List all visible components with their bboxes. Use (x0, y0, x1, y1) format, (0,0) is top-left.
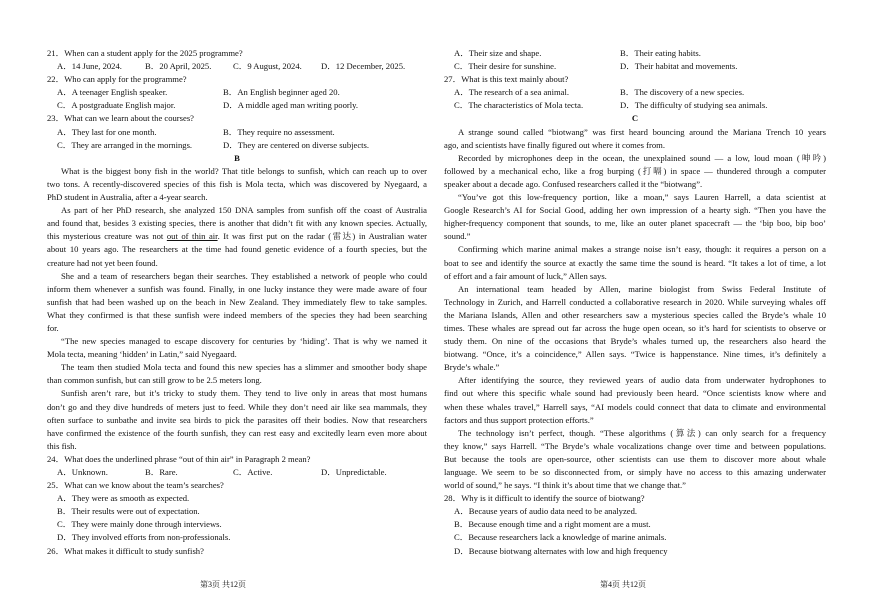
passage-line: The team then studied Mola tecta and found this new species has a slimmer and smoother body shape (61, 362, 427, 373)
passage-line: times. These whales are spread out far across the huge open ocean, so it’s hard for scientists to observe or (444, 322, 826, 333)
passage-b (47, 165, 427, 453)
passage-line: they know,” says Harrell. “The Bryde’s whale vocalizations change over time and between populations. (444, 440, 826, 451)
option[interactable]: C．They were mainly done through interviews. (57, 519, 222, 530)
question-26-stem: 26．What makes it difficult to study sunfish? (47, 545, 204, 556)
passage-line: As part of her PhD research, she analyzed 150 DNA samples from sunfish off the coast of Australia (61, 205, 427, 216)
option[interactable]: B．Because enough time and a right moment are a must. (454, 519, 651, 530)
passage-line: world of sound,” he says. “I think it’s about time that we change that.” (444, 480, 686, 491)
option[interactable]: D．The difficulty of studying sea animals. (620, 100, 768, 111)
question-22-options (47, 99, 427, 112)
section-heading: C (631, 113, 639, 124)
question-27-stem: 27．What is this text mainly about? (444, 74, 569, 85)
question-21-options (47, 60, 427, 73)
passage-line: this mysterious creature was not out of thin air. It was first put on the radar (雷达) in Australian water (47, 231, 427, 242)
passage-line: two tons. A recently-discovered species of this fish is Mola tecta, which was discovered by Nyegaard, a (47, 178, 427, 189)
passage-line: study them. On nine of the occasions that Bryde’s whales turned up, the researchers also heard the (444, 336, 826, 347)
passage-line: about 10 years ago. The researchers at the time had found genetic evidence of a fourth species, but the (47, 244, 427, 255)
option[interactable]: D．12 December, 2025. (321, 61, 406, 72)
option[interactable]: D．A middle aged man writing poorly. (223, 100, 359, 111)
passage-line: for. (47, 322, 59, 333)
passage-line: An international team headed by Allen, marine biologist from Swiss Federal Institute of (458, 283, 826, 294)
passage-line: speaker about a decade ago. Confused researchers called it the “biotwang”. (444, 178, 703, 189)
option[interactable]: A．A teenager English speaker. (57, 87, 168, 98)
passage-line: But because the tools are open-source, other scientists can use them to discover more about whale (444, 453, 826, 464)
passage-line: factors and thus support protection efforts.” (444, 414, 594, 425)
question-22-options (47, 86, 427, 99)
passage-line: when these whales travel,” Harrell says, “AI models could connect that data to climate and environmental (444, 401, 826, 412)
option[interactable]: B．20 April, 2025. (145, 61, 212, 72)
passage-line: ago, and scientists have finally figured out where it comes from. (444, 139, 665, 150)
option[interactable]: C．Because researchers lack a knowledge of marine animals. (454, 532, 667, 543)
option[interactable]: A．Unknown. (57, 467, 108, 477)
option[interactable]: D．They involved efforts from non-professionals. (57, 532, 231, 543)
passage-line: language. We seem to be so disconnected from, or simply have no access to this amazing underwater (444, 467, 826, 477)
passage-line: What is the biggest bony fish in the world? That title belongs to sunfish, which can reach up to over (61, 165, 427, 176)
passage-line: The technology isn’t perfect, though. “These algorithms (算法) can only search for a frequency (458, 427, 826, 438)
passage-line: sunfish that had been washed up on the beach in New Zealand. They immediately flew to take samples. (47, 296, 427, 307)
passage-line: biotwang. “Once, it’s a coincidence,” Allen says. “Twice is happenstance. Nine times, it’s definitely a (444, 349, 826, 360)
option[interactable]: C．Active. (233, 467, 273, 477)
passage-line: the Mariana Islands, Allen and other researchers saw a mysterious species called the Bryde’s whale 10 (444, 309, 826, 320)
passage-line: Technology in Zurich, and Harrell conducted a collaborative research in 2020. While surveying whales off (444, 296, 826, 307)
option[interactable]: A．They were as smooth as expected. (57, 493, 190, 504)
option[interactable]: C．They are arranged in the mornings. (57, 139, 193, 150)
passage-c (444, 126, 826, 493)
option[interactable]: C．Their desire for sunshine. (454, 61, 557, 72)
option[interactable]: A．The research of a sea animal. (454, 87, 570, 98)
option[interactable]: B．Their results were out of expectation. (57, 506, 200, 517)
passage-line: Confirming which marine animal makes a strange noise isn’t easy, though: it requires a person on a (458, 244, 826, 255)
option[interactable]: D．Their habitat and movements. (620, 61, 738, 72)
question-24-stem: 24．What does the underlined phrase “out of thin air” in Paragraph 2 mean? (47, 453, 311, 464)
underlined-phrase: out of thin air (166, 231, 218, 242)
option[interactable]: D．They are centered on diverse subjects. (223, 139, 370, 150)
section-heading: B (234, 152, 240, 163)
question-23-options (47, 126, 427, 139)
option[interactable]: B．An English beginner aged 20. (223, 87, 340, 98)
passage-line: A strange sound called “biotwang” was first heard bouncing around the Mariana Trench 10 years (458, 126, 826, 137)
question-23-options (47, 139, 427, 152)
option[interactable]: A．Because years of audio data need to be analyzed. (454, 506, 638, 517)
passage-line: and found that, besides 3 existing species, there is another that didn’t fit with any known species. Actually, (47, 218, 427, 229)
passage-line: inform them whenever a sunfish was found. Finally, in one lucky instance they were made aware of four (47, 283, 427, 294)
passage-line: Recorded by microphones deep in the ocean, the unexplained sound — a low, loud moan (呻吟) (458, 152, 826, 163)
question-28-stem: 28．Why is it difficult to identify the source of biotwang? (444, 493, 645, 504)
passage-line: Bryde’s whale.” (444, 362, 500, 373)
passage-line: “You’ve got this low-frequency portion, like a moan,” says Lauren Harrell, a data scientist at (458, 192, 826, 203)
option[interactable]: A．14 June, 2024. (57, 61, 122, 72)
option[interactable]: C．The characteristics of Mola tecta. (454, 100, 584, 111)
question-21-stem: 21．When can a student apply for the 2025 programme? (47, 48, 243, 58)
passage-line: this fish. (47, 440, 77, 451)
page-footer-left: 第3页 共12页 (200, 580, 246, 589)
passage-line: have confirmed the existence of the fourth sunfish, they can rest easy and excitedly learn even more about (47, 427, 427, 438)
passage-line: creature had not yet been found. (47, 257, 158, 268)
option[interactable]: A．Their size and shape. (454, 48, 542, 58)
option[interactable]: C．A postgraduate English major. (57, 100, 176, 111)
option[interactable]: B．They require no assessment. (223, 126, 335, 137)
passage-line: “The new species managed to escape discovery for centuries by ‘hiding’. That is why we named it (61, 336, 427, 347)
passage-line: Mola tecta, meaning ‘hidden’ in Latin,” said Nyegaard. (47, 349, 237, 360)
question-26-options (444, 47, 826, 60)
passage-line: than common sunfish, but can still grow to be 2.5 meters long. (47, 375, 262, 386)
right-page-column (444, 47, 826, 558)
question-22-stem: 22．Who can apply for the programme? (47, 74, 187, 85)
option[interactable]: D．Because biotwang alternates with low and high frequency (454, 545, 668, 556)
option[interactable]: B．Rare. (145, 467, 178, 477)
passage-line: What they confirmed is that these sunfish were indeed members of the species they had been searching (47, 309, 427, 320)
left-page-column (47, 47, 427, 558)
option[interactable]: D．Unpredictable. (321, 467, 387, 477)
passage-line: After identifying the source, they reviewed years of audio data from underwater hydrophones to (458, 375, 826, 386)
page-footer-right: 第4页 共12页 (600, 580, 646, 589)
question-24-options (47, 466, 427, 479)
passage-line: find out where this specific whale sound had previously been heard. “Once scientists know where and (444, 388, 826, 399)
passage-line: PhD student in Australia, after a 4-year search. (47, 192, 208, 203)
passage-line: She and a team of researchers began their searches. They established a network of people who could (61, 270, 427, 281)
question-23-stem: 23．What can we learn about the courses? (47, 113, 194, 124)
passage-line: of effort and a fair amount of luck,” Allen says. (444, 270, 607, 281)
passage-line: followed by a mechanical echo, like a frog burping (打嗝) in space — thundered through a computer (444, 165, 826, 176)
passage-line: Sunfish aren’t rare, but it’s tricky to study them. They tend to live only in areas that most humans (61, 388, 427, 399)
question-25-stem: 25．What can we know about the team’s searches? (47, 480, 224, 491)
passage-line: don’t go and they dive hundreds of meters just to feed. While they don’t need air like sea mammals, they (47, 401, 427, 412)
option[interactable]: A．They last for one month. (57, 126, 157, 137)
question-27-options (444, 99, 826, 112)
question-26-options (444, 60, 826, 73)
passage-line: sound.” (444, 231, 471, 242)
passage-line: higher-frequency component that sounds, to me, like an outer planet spacecraft — the ‘bip boo, bip boo’ (444, 218, 826, 229)
passage-line: boat to see and identify the source at exactly the same time the sound is heard. “It takes a lot of time, a lot (444, 257, 826, 268)
option[interactable]: B．Their eating habits. (620, 48, 701, 58)
question-27-options (444, 86, 826, 99)
passage-line: often surface to sunbathe and invite sea birds to pick the parasites off their bodies. Now that researchers (47, 414, 427, 425)
option[interactable]: C．9 August, 2024. (233, 61, 302, 72)
option[interactable]: B．The discovery of a new species. (620, 87, 745, 98)
passage-line: Google Research’s AI for Social Good, adding her own impression of a hearty sigh. “Then you have the (444, 205, 826, 216)
